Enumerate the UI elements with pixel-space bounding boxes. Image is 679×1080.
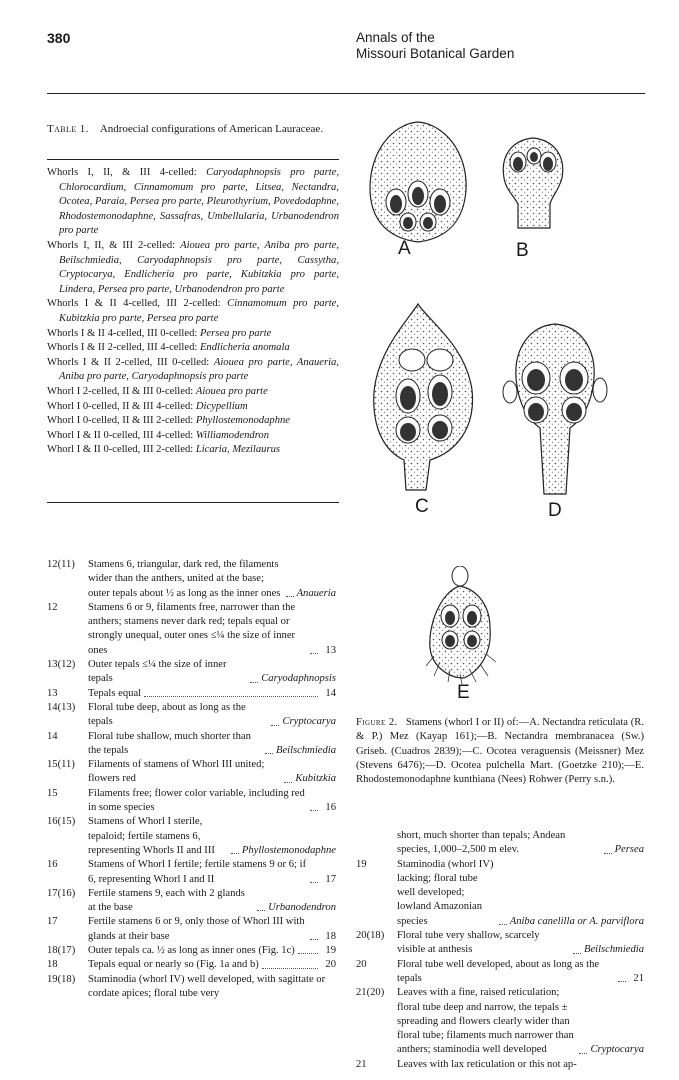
table-row-taxa: Dicypellium — [195, 400, 248, 412]
key-entry-lead: 19 — [325, 945, 336, 957]
key-entry-text: Fertile stamens 6 or 9, only those of Whorl III with glands at their base — [88, 916, 305, 942]
stamen-drawing-e — [420, 566, 500, 684]
table-caption-text: Androecial configurations of American Lauraceae. — [99, 123, 324, 135]
table-row — [47, 327, 339, 342]
stamen-drawing-d — [500, 318, 610, 498]
key-entry — [47, 815, 336, 858]
key-entry-text: Tepals equal or nearly so (Fig. 1a and b) — [88, 959, 259, 971]
figure-label-a: A — [398, 238, 411, 259]
key-entry-text: Stamens of Whorl I sterile, tepaloid; fertile stamens 6, representing Whorls II and III — [88, 816, 215, 856]
key-entry-text: Floral tube shallow, much shorter than the tepals — [88, 730, 251, 756]
table-row-whorls: Whorls I & II 4-celled, III 0-celled: — [47, 327, 200, 339]
table-row-taxa: Aiouea pro parte — [195, 385, 268, 397]
key-entry — [47, 558, 336, 601]
table-row — [47, 166, 339, 239]
key-entry-taxon: Cryptocarya — [282, 716, 336, 728]
key-entry-taxon: Aniba canelilla or A. parviflora — [509, 915, 644, 927]
key-entry-number: 14(13) — [47, 701, 76, 713]
key-entry-text: Filaments free; flower color variable, including red in some species — [88, 787, 305, 814]
key-entry — [47, 687, 336, 701]
figure-label-b: B — [516, 240, 529, 261]
key-entry-text: Stamens 6 or 9, filaments free, narrower than the anthers; stamens never dark red; tepals equal or strongly unequal, outer ones ≤¼ the size of inner ones — [88, 601, 296, 656]
key-entry-taxon: Cryptocarya — [590, 1044, 644, 1056]
key-entry-number: 15(11) — [47, 759, 75, 771]
key-entry-text: Stamens of Whorl I fertile; fertile stamens 9 or 6; if 6, representing Whorl I and II — [88, 859, 307, 885]
key-entry — [47, 701, 336, 730]
leader-dots — [310, 810, 318, 811]
key-entry — [47, 958, 336, 972]
table-row — [47, 341, 339, 356]
page-number: 380 — [47, 30, 71, 46]
key-entry-text: Floral tube deep, about as long as the tepals — [88, 701, 246, 728]
key-entry — [356, 858, 644, 929]
key-entry-lead: 20 — [325, 959, 336, 971]
table-row — [47, 429, 339, 444]
table-row-whorls: Whorls I & II 2-celled, III 0-celled: — [47, 356, 214, 368]
key-entry — [47, 758, 336, 787]
key-entry-taxon: Phyllostemonodaphne — [241, 844, 336, 856]
key-entry — [47, 887, 336, 916]
key-entry-number: 21 — [356, 1058, 367, 1070]
figure-label-e: E — [457, 682, 470, 703]
key-entry-number: 20 — [356, 958, 367, 970]
table-row-whorls: Whorl I 0-celled, II & III 2-celled: — [47, 415, 196, 427]
key-entry-number: 15 — [47, 787, 58, 799]
key-entry-text: Staminodia (whorl IV) lacking; floral tube well developed; lowland Amazonian species — [397, 858, 494, 927]
key-entry — [356, 829, 644, 858]
key-entry-number: 17(16) — [47, 887, 76, 899]
table-bottom-rule — [47, 502, 339, 503]
key-entry — [47, 730, 336, 759]
key-entry-text: Outer tepals ca. ½ as long as inner ones (Fig. 1c) — [88, 945, 295, 957]
key-entry-taxon: Caryodaphnopsis — [261, 673, 336, 685]
key-entry-text: short, much shorter than tepals; Andean species, 1,000–2,500 m elev. — [397, 830, 566, 856]
figure-label-d: D — [548, 500, 562, 521]
leader-dots — [499, 924, 507, 925]
key-entry-number: 21(20) — [356, 987, 385, 999]
key-entry-lead: 17 — [325, 873, 336, 885]
key-entry — [356, 1058, 644, 1072]
table-caption — [47, 122, 339, 136]
key-entry-text: Floral tube very shallow, scarcely visible at anthesis — [397, 930, 540, 956]
key-entry-text: Fertile stamens 9, each with 2 glands at the base — [88, 887, 245, 914]
leader-dots — [310, 939, 318, 940]
table-row-whorls: Whorl I & II 0-celled, III 4-celled: — [47, 429, 196, 441]
key-entry-number: 13(12) — [47, 659, 76, 671]
key-entry-number: 16 — [47, 859, 58, 871]
table-row-whorls: Whorl I 0-celled, II & III 4-celled: — [47, 400, 196, 412]
leader-dots — [298, 953, 319, 954]
stamen-drawing-c — [368, 300, 478, 496]
key-entry-number: 18(17) — [47, 945, 76, 957]
table-row-whorls: Whorl I 2-celled, II & III 0-celled: — [47, 385, 196, 397]
leader-dots — [257, 910, 265, 911]
figure-label-c: C — [415, 496, 429, 517]
table-row-taxa: Williamodendron — [195, 429, 270, 441]
key-entry-text: Leaves with lax reticulation or this not ap- — [397, 1058, 577, 1070]
key-entry-lead: 14 — [325, 687, 336, 699]
key-entry-number: 16(15) — [47, 816, 76, 828]
table-row-taxa: Aiouea pro parte, Aniba pro parte, Beilschmiedia, Caryodaphnopsis pro parte, Cassytha, Cryptocarya, Endlicheria pro parte, Kubitzkia pro parte, Lindera, Persea pro parte, Urbanodendron pro parte — [59, 239, 339, 295]
table-row-taxa: Cinnamomum pro parte, Kubitzkia pro parte, Persea pro parte — [59, 298, 340, 324]
key-entry-lead: 18 — [325, 930, 336, 942]
key-entry-taxon: Beilschmiedia — [583, 944, 644, 956]
key-entry — [47, 915, 336, 944]
header-rule — [47, 93, 645, 94]
table-body — [47, 166, 339, 458]
table-row-whorls: Whorl I & II 0-celled, III 2-celled: — [47, 444, 196, 456]
key-entry-text: Stamens 6, triangular, dark red, the filaments wider than the anthers, united at the base; outer tepals about ½ as long as the inner ones — [88, 559, 281, 599]
figure-caption-text: Stamens (whorl I or II) of:—A. Nectandra reticulata (R. & P.) Mez (Kayap 161);—B. Nectandra membranacea (Sw.) Griseb. (Cuadros 2839);—C. Ocotea veraguensis (Meissner) Mez (Stevens 6476);—D. Ocotea pulchella Mart. (Goetzke 210);—E. Rhodostemonodaphne kunthiana (Nees) Rohwer (Perry s.n.). — [356, 717, 644, 786]
table-row-whorls: Whorls I, II, & III 4-celled: — [47, 167, 207, 178]
leader-dots — [262, 968, 319, 969]
table-row — [47, 414, 339, 429]
leader-dots — [310, 882, 318, 883]
key-entry-number: 13 — [47, 687, 58, 699]
table-row-whorls: Whorls I & II 4-celled, III 2-celled: — [47, 298, 228, 310]
figure-caption-label: Figure 2. — [356, 717, 398, 728]
table-row — [47, 443, 339, 458]
table-row-taxa: Endlicheria anomala — [199, 342, 290, 354]
table-label: Table 1. — [47, 123, 89, 135]
key-entry — [47, 601, 336, 658]
table-row-taxa: Caryodaphnopsis pro parte, Chlorocardium, Cinnamomum pro parte, Litsea, Nectandra, Ocotea, Paraia, Persea pro parte, Pleurothyrium, Povedodaphne, Rhodostemonodaphne, Sassafras, Umbellularia, Urbanodendron pro parte — [59, 167, 339, 237]
table-row — [47, 356, 339, 385]
journal-title — [356, 30, 514, 62]
key-entry — [356, 929, 644, 958]
key-entry-text: Filaments of stamens of Whorl III united; flowers red — [88, 759, 265, 785]
table-row-taxa: Licaria, Mezilaurus — [195, 444, 281, 456]
key-entry-taxon: Anaueria — [296, 587, 336, 599]
key-left-column — [47, 558, 336, 1001]
key-entry-number: 17 — [47, 916, 58, 928]
key-entry-lead: 21 — [633, 972, 644, 984]
key-entry-taxon: Persea — [614, 844, 644, 856]
key-entry-number: 20(18) — [356, 930, 385, 942]
key-entry-text: Outer tepals ≤¼ the size of inner tepals — [88, 659, 227, 685]
leader-dots — [310, 653, 318, 654]
key-entry — [47, 658, 336, 687]
leader-dots — [604, 853, 612, 854]
table-row-whorls: Whorls I & II 2-celled, III 4-celled: — [47, 342, 200, 354]
key-entry-text: Staminodia (whorl IV) well developed, with sagittate or cordate apices; floral tube very — [88, 973, 326, 999]
key-entry-lead: 16 — [325, 802, 336, 814]
leader-dots — [250, 682, 258, 683]
key-entry-number: 12(11) — [47, 559, 75, 570]
key-entry-taxon: Urbanodendron — [268, 902, 336, 914]
table-top-rule — [47, 159, 339, 160]
key-right-column — [356, 829, 644, 1072]
key-entry-number: 18 — [47, 959, 58, 971]
stamen-drawing-b — [496, 134, 570, 234]
key-entry-lead: 13 — [325, 644, 336, 656]
leader-dots — [231, 853, 239, 854]
leader-dots — [579, 1053, 587, 1054]
journal-title-line1: Annals of the — [356, 30, 435, 45]
leader-dots — [618, 981, 626, 982]
leader-dots — [284, 782, 292, 783]
table-row-whorls: Whorls I, II, & III 2-celled: — [47, 239, 181, 251]
table-row-taxa: Aiouea pro parte, Anaueria, Aniba pro parte, Caryodaphnopsis pro parte — [59, 356, 340, 383]
table-row-taxa: Phyllostemonodaphne — [195, 415, 290, 427]
figure-caption — [356, 716, 644, 787]
leader-dots — [286, 596, 294, 597]
table-row-taxa: Persea pro parte — [199, 327, 272, 339]
key-entry — [356, 986, 644, 1057]
key-entry-text: Floral tube well developed, about as long as the tepals — [397, 958, 600, 984]
key-entry-taxon: Beilschmiedia — [275, 744, 336, 756]
table-row — [47, 297, 339, 326]
key-entry-number: 19(18) — [47, 973, 76, 985]
key-entry-number: 19 — [356, 858, 367, 870]
stamen-drawing-a — [362, 118, 474, 246]
table-row — [47, 385, 339, 400]
key-entry — [47, 787, 336, 816]
key-entry-text: Tepals equal — [88, 687, 142, 699]
key-entry — [47, 944, 336, 958]
key-entry — [47, 858, 336, 887]
key-entry-text: Leaves with a fine, raised reticulation; floral tube deep and narrow, the tepals ± spreading and flowers clearly wider than floral tube; filaments much narrower than anthers; staminodia well developed — [397, 987, 574, 1056]
leader-dots — [144, 696, 318, 697]
key-entry — [356, 958, 644, 987]
key-entry-number: 14 — [47, 730, 58, 742]
leader-dots — [271, 725, 279, 726]
leader-dots — [573, 953, 581, 954]
key-entry-number: 12 — [47, 601, 58, 613]
key-entry-taxon: Kubitzkia — [295, 773, 336, 785]
leader-dots — [265, 753, 273, 754]
journal-title-line2: Missouri Botanical Garden — [356, 46, 515, 61]
table-row — [47, 239, 339, 297]
key-entry — [47, 973, 336, 1002]
table-row — [47, 400, 339, 415]
